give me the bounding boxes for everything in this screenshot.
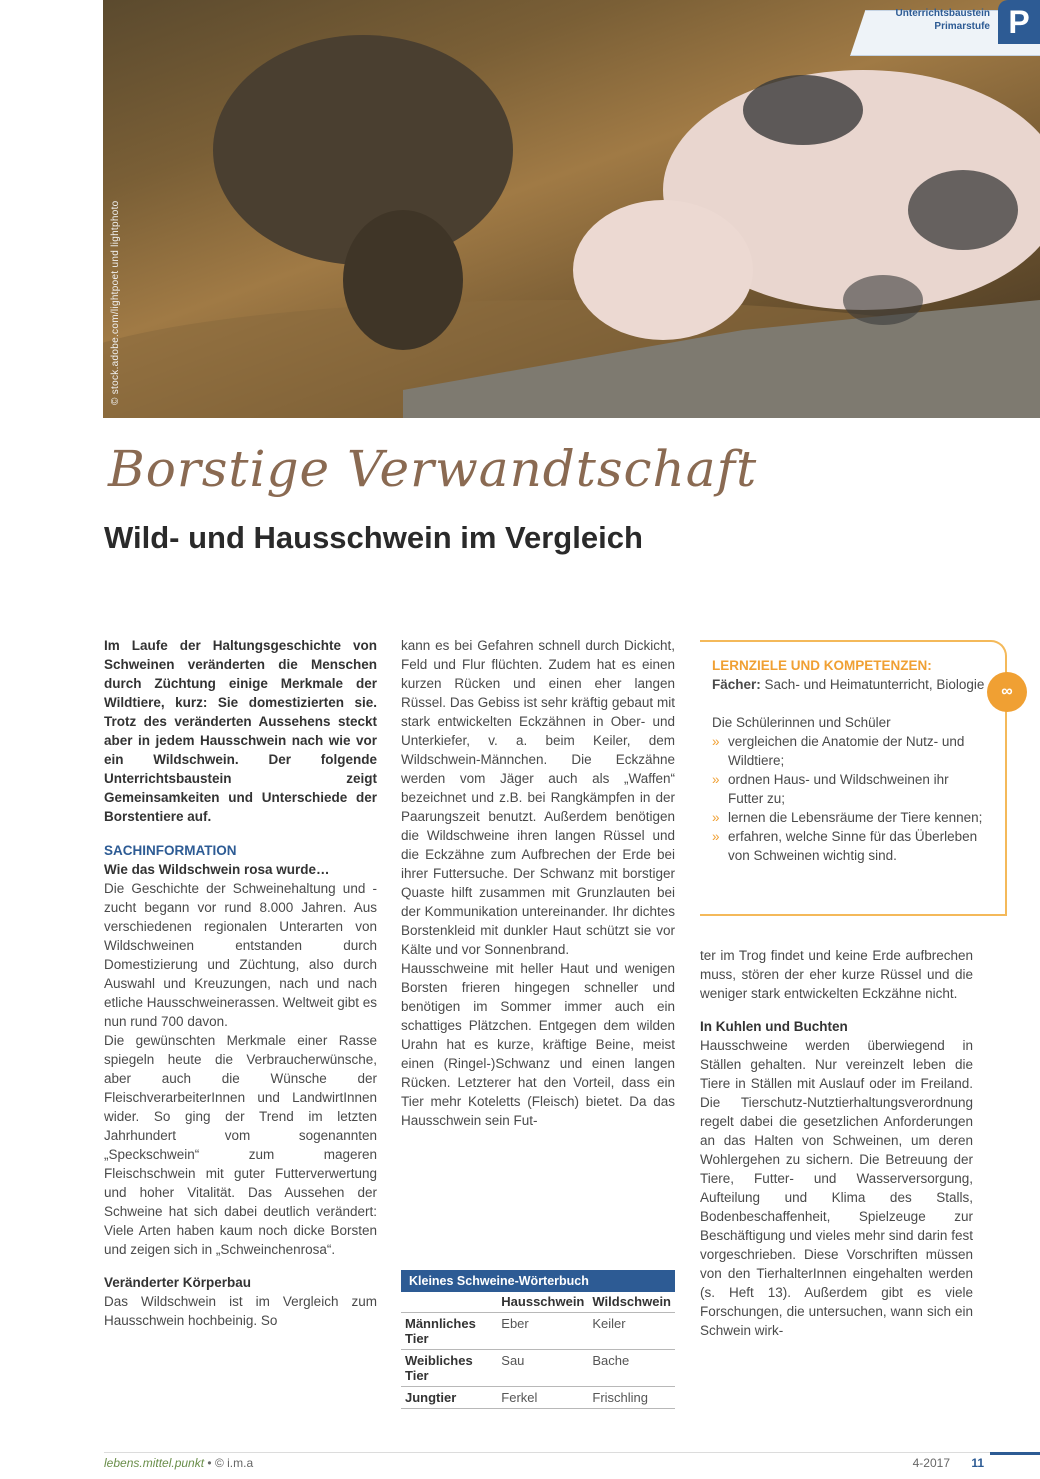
table-row bbox=[401, 1387, 675, 1409]
brand-logo bbox=[104, 1456, 253, 1470]
paragraph: kann es bei Gefahren schnell durch Dickicht, Feld und Flur flüchten. Zudem hat es einen kurzen Rücken und einen eher langen Rüssel. Das Gebiss ist sehr kräftig gebaut mit stark entwickelten Eckzähnen in Ober- und Unterkiefer, v. a. beim Keiler, dem Wildschwein-Männchen. Die Eckzähne werden vom Jäger auch als „Waffen“ bezeichnet und z.B. bei Rangkämpfen in der Paarungszeit benutzt. Außerdem benötigen die Wildschweine ihren langen Rüssel und die Eckzähne zum Aufbrechen der Erde bei ihrer Futtersuche. Der Schwanz mit borstiger Quaste hilft zusammen mit Grunzlauten bei der Kommunikation untereinander. Ihr dichtes Borstenkleid mit dunkler Haut schützt sie vor Kälte und vor Sonnenbrand. bbox=[401, 638, 675, 957]
series-tag-line2: Primarstufe bbox=[934, 21, 990, 32]
learning-goals-list bbox=[712, 732, 987, 865]
table-header-cell bbox=[401, 1292, 497, 1313]
page-number: 11 bbox=[971, 1456, 984, 1470]
learning-goals-content bbox=[712, 656, 987, 865]
paragraph: Die gewünschten Merkmale einer Rasse spiegeln heute die Verbraucherwünsche, aber auch die Wünsche der FleischverarbeiterInnen und LandwirtInnen wider. So ging der Trend im letzten Jahrhundert vom sogenannten „Speckschwein“ zum mageren Fleischschwein mit guter Futterverwertung und hoher Vitalität. Das Aussehen der Schweine hat sich dabei deutlich verändert: Viele Arten haben kaum noch dicke Borsten und zeigen sich in „Schweinchenrosa“. bbox=[104, 1033, 377, 1257]
goggles-icon: ∞ bbox=[987, 672, 1027, 712]
learning-goals-lead: Die Schülerinnen und Schüler bbox=[712, 715, 891, 730]
learning-goals-box bbox=[700, 640, 1013, 916]
series-tag-line1: Unterrichtsbaustein bbox=[895, 8, 990, 19]
subjects-text: Sach- und Heimatunterricht, Biologie bbox=[764, 677, 985, 692]
table-cell: Frischling bbox=[588, 1387, 675, 1409]
list-item: » ordnen Haus- und Wildschweinen ihr Futter zu; bbox=[712, 770, 987, 808]
dictionary-grid bbox=[401, 1292, 675, 1409]
subjects-line bbox=[712, 675, 987, 694]
issue-number: 4-2017 bbox=[912, 1456, 950, 1470]
dictionary-title: Kleines Schweine-Wörterbuch bbox=[401, 1270, 675, 1292]
table-cell: Keiler bbox=[588, 1313, 675, 1350]
column-3 bbox=[700, 946, 973, 1340]
table-header-cell: Hausschwein bbox=[497, 1292, 588, 1313]
list-item: » erfahren, welche Sinne für das Überleben von Schweinen wichtig sind. bbox=[712, 827, 987, 865]
intro-paragraph: Im Laufe der Haltungsgeschichte von Schweinen veränderten die Menschen durch Züchtung einige Merkmale der Wildtiere, kurz: Sie domestizierten sie. Trotz des veränderten Aussehens steckt aber in jedem Hausschwein nach wie vor ein Wildschwein. Der folgende Unterrichtsbaustein zeigt Gemeinsamkeiten und Unterschiede der Borstentiere auf. bbox=[104, 638, 377, 824]
paragraph: Das Wildschwein ist im Vergleich zum Hausschwein hochbeinig. So bbox=[104, 1294, 377, 1328]
table-header-cell: Wildschwein bbox=[588, 1292, 675, 1313]
series-tag-text bbox=[896, 7, 990, 33]
hero-photo bbox=[103, 0, 1040, 418]
learning-goals-title: LERNZIELE UND KOMPETENZEN: bbox=[712, 658, 932, 673]
paragraph: ter im Trog findet und keine Erde aufbrechen muss, stören der eher kurze Rüssel und die weniger stark entwickelten Eckzähne nicht. bbox=[700, 948, 973, 1001]
paragraph: Hausschweine werden überwiegend in Ställen gehalten. Nur vereinzelt leben die Tiere in Ställen mit Auslauf oder im Freiland. Die Tierschutz-Nutztierhaltungsverordnung regelt dabei die gesetzlichen Anforderungen an das Halten von Schweinen, um deren Wohlergehen zu sichern. Die Betreuung der Tiere, Futter- und Wasserversorgung, Aufteilung und Klima des Stalls, Bodenbeschaffenheit, Spielzeuge zur Beschäftigung und vieles mehr sind darin fest vorgeschrieben. Diese Vorschriften müssen von den TierhalterInnen eingehalten werden (s. Heft 13). Außerdem gibt es viele Forschungen, die untersuchen, wann sich ein Schwein wirk- bbox=[700, 1038, 973, 1338]
table-row-label: Jungtier bbox=[401, 1387, 497, 1409]
brand-name: lebens.mittel.punkt bbox=[104, 1456, 205, 1470]
series-tag-letter: P bbox=[998, 0, 1040, 44]
table-cell: Ferkel bbox=[497, 1387, 588, 1409]
pigs-illustration bbox=[103, 0, 1040, 418]
table-header-row bbox=[401, 1292, 675, 1313]
page-footer bbox=[104, 1452, 1040, 1472]
list-item: » vergleichen die Anatomie der Nutz- und Wildtiere; bbox=[712, 732, 987, 770]
copyright: • © i.m.a bbox=[207, 1456, 254, 1470]
subheading-koerperbau: Veränderter Körperbau bbox=[104, 1275, 252, 1290]
subjects-label: Fächer: bbox=[712, 677, 761, 692]
column-2 bbox=[401, 636, 675, 1130]
section-heading: SACHINFORMATION bbox=[104, 843, 237, 858]
table-row-label: Männliches Tier bbox=[401, 1313, 497, 1350]
column-1 bbox=[104, 636, 377, 1330]
dictionary-table bbox=[401, 1270, 675, 1409]
page-subtitle: Wild- und Hausschwein im Vergleich bbox=[104, 520, 643, 555]
footer-divider bbox=[104, 1452, 1040, 1453]
table-row-label: Weibliches Tier bbox=[401, 1350, 497, 1387]
list-item: » lernen die Lebensräume der Tiere kennen; bbox=[712, 808, 987, 827]
subheading-rosa: Wie das Wildschwein rosa wurde… bbox=[104, 862, 330, 877]
table-cell: Sau bbox=[497, 1350, 588, 1387]
table-row bbox=[401, 1350, 675, 1387]
table-row bbox=[401, 1313, 675, 1350]
page-bar bbox=[990, 1452, 1040, 1455]
photo-credit: © stock.adobe.com/lightpoet und lightphoto bbox=[110, 200, 121, 405]
paragraph: Hausschweine mit heller Haut und wenigen Borsten frieren hingegen schneller und benötigen im Sommer immer auch ein schattiges Plätzchen. Entgegen dem wilden Urahn hat es kurze, kräftige Beine, meist einen (Ringel-)Schwanz und einen langen Rücken. Letzterer hat den Vorteil, dass ein Tier mehr Koteletts (Fleisch) bietet. Da das Hausschwein sein Fut- bbox=[401, 961, 675, 1128]
paragraph: Die Geschichte der Schweinehaltung und -zucht begann vor rund 8.000 Jahren. Aus verschiedenen regionalen Unterarten von Wildschweinen entstanden durch Domestizierung und Züchtung, also durch Auswahl und Kreuzungen, nach und nach etliche Hausschweinerassen. Weltweit gibt es nun rund 700 davon. bbox=[104, 881, 377, 1029]
table-cell: Eber bbox=[497, 1313, 588, 1350]
subheading-kuhlen: In Kuhlen und Buchten bbox=[700, 1019, 848, 1034]
page-title: Borstige Verwandtschaft bbox=[108, 440, 758, 498]
table-cell: Bache bbox=[588, 1350, 675, 1387]
